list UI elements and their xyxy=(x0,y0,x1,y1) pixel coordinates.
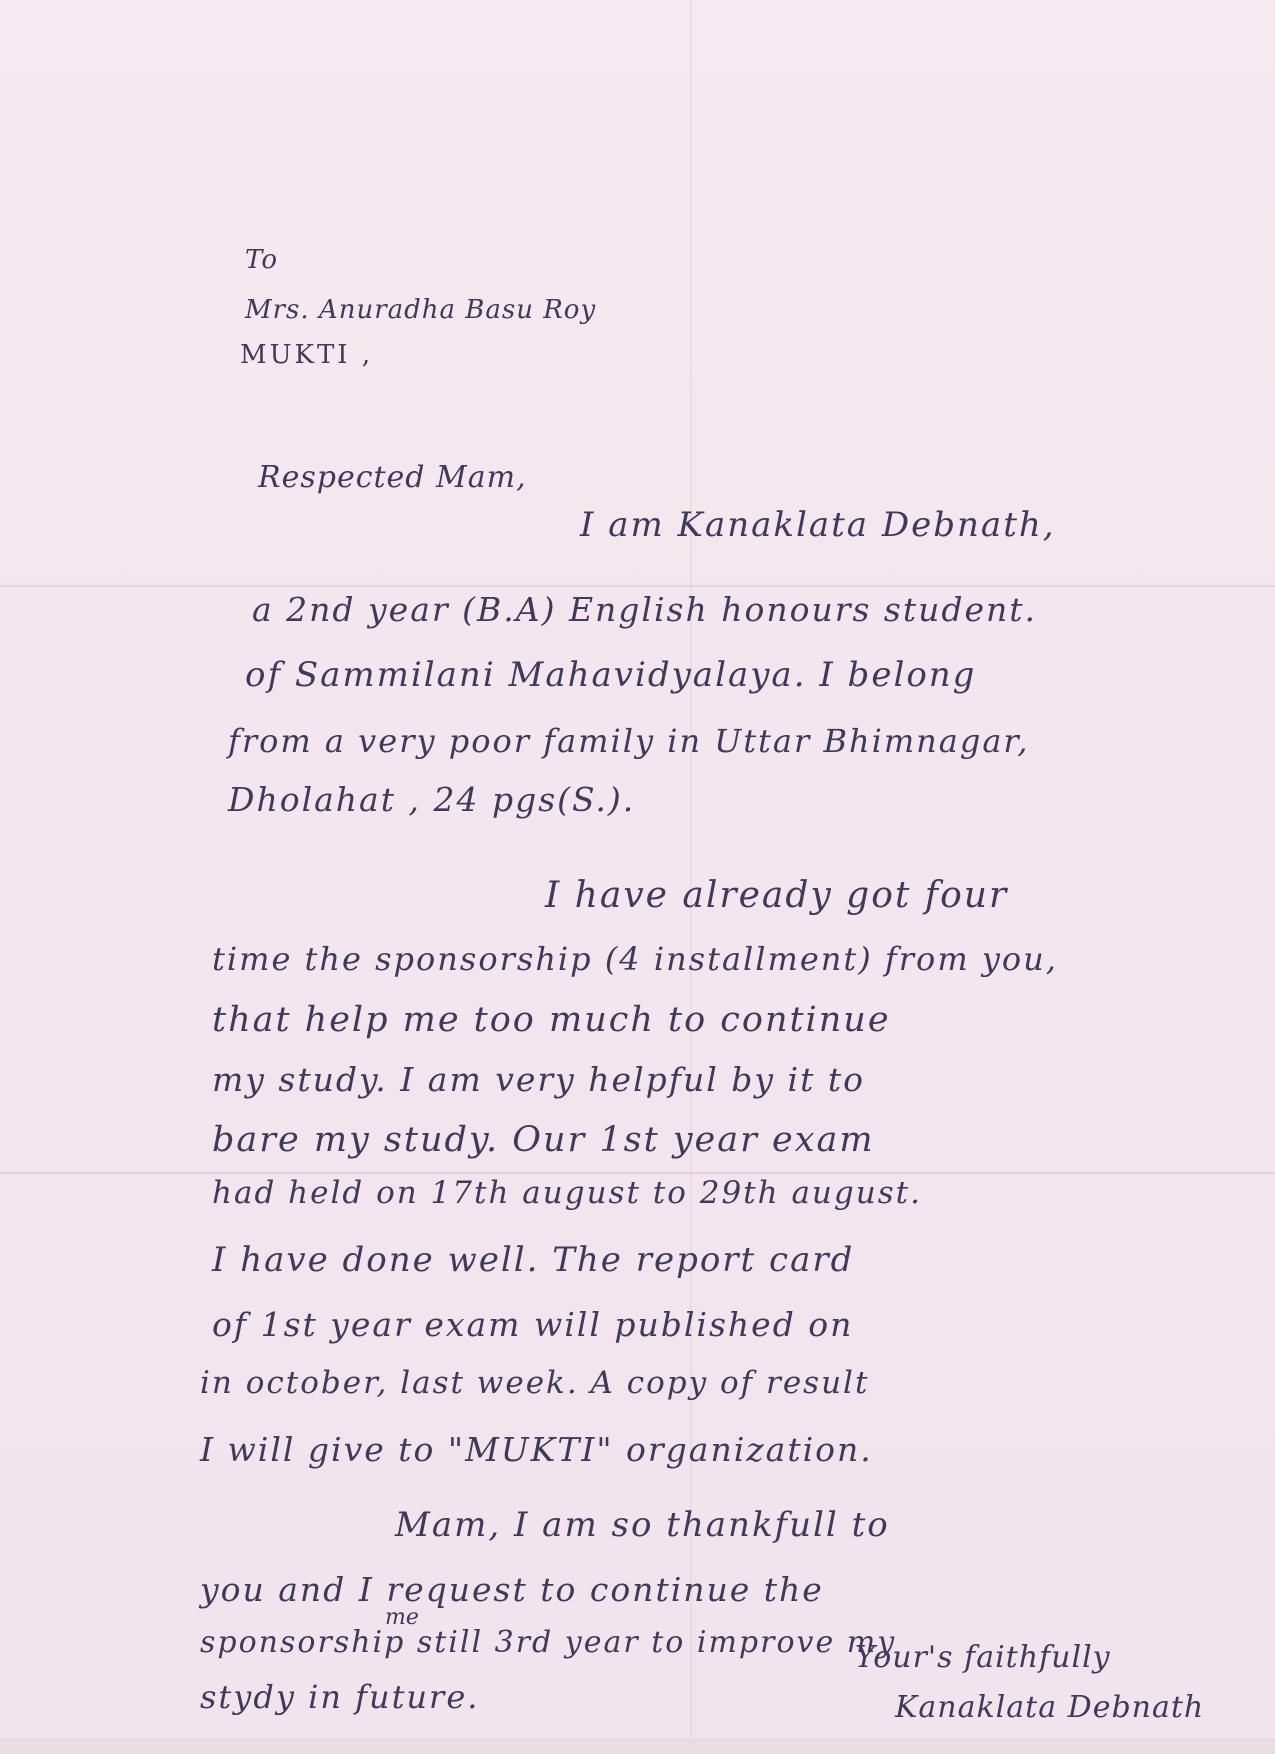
body-line: stydy in future. xyxy=(200,1678,480,1716)
salutation: Respected Mam, xyxy=(258,460,527,495)
body-line: Mam, I am so thankfull to xyxy=(395,1505,890,1545)
body-line: Dholahat , 24 pgs(S.). xyxy=(228,780,636,819)
body-line: in october, last week. A copy of result xyxy=(200,1365,870,1401)
body-line: from a very poor family in Uttar Bhimnagar, xyxy=(228,722,1030,760)
body-line: had held on 17th august to 29th august. xyxy=(212,1175,922,1211)
fold-line xyxy=(0,585,1275,587)
recipient-name: Mrs. Anuradha Basu Roy xyxy=(245,295,597,325)
organization-name: MUKTI , xyxy=(240,340,374,370)
closing: Your's faithfully xyxy=(855,1640,1111,1675)
body-line: a 2nd year (B.A) English honours student. xyxy=(252,590,1038,629)
paper-bottom-edge xyxy=(0,1738,1275,1754)
to-label: To xyxy=(245,245,278,275)
body-line: I will give to "MUKTI" organization. xyxy=(200,1430,873,1469)
inserted-word: me xyxy=(385,1605,419,1630)
body-line: I have already got four xyxy=(545,875,1009,916)
body-line: of 1st year exam will published on xyxy=(212,1305,854,1344)
body-line: my study. I am very helpful by it to xyxy=(212,1060,865,1099)
body-line: sponsorship still 3rd year to improve my xyxy=(200,1625,897,1660)
body-line: I am Kanaklata Debnath, xyxy=(580,505,1056,545)
fold-line xyxy=(0,1172,1275,1174)
body-line: you and I request to continue the xyxy=(200,1570,824,1609)
body-line: time the sponsorship (4 installment) from you, xyxy=(212,940,1058,978)
body-line: I have done well. The report card xyxy=(212,1240,855,1280)
body-line: that help me too much to continue xyxy=(212,1000,891,1040)
signature: Kanaklata Debnath xyxy=(895,1690,1205,1725)
body-line: of Sammilani Mahavidyalaya. I belong xyxy=(245,655,977,695)
body-line: bare my study. Our 1st year exam xyxy=(212,1120,875,1160)
